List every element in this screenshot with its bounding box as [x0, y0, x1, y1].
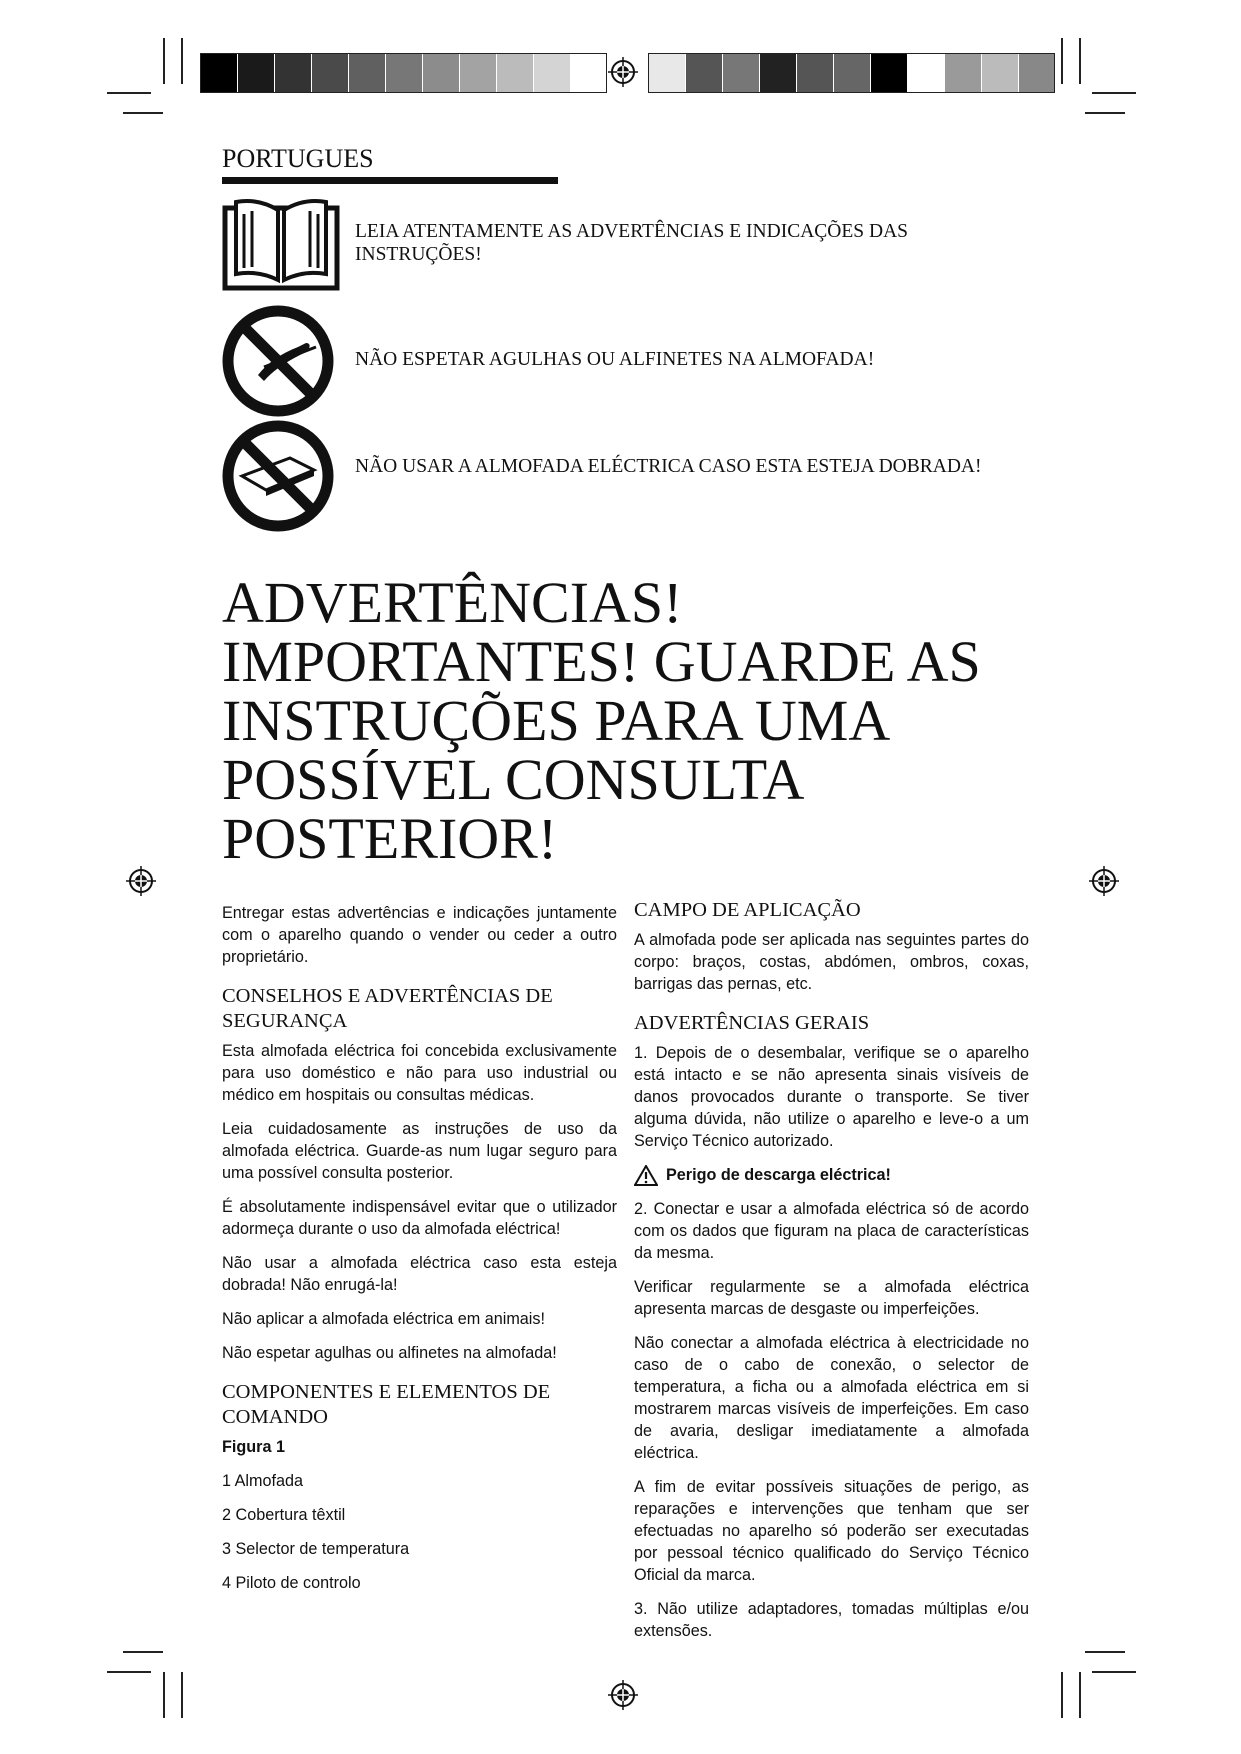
pictogram-text-no-pins: NÃO ESPETAR AGULHAS OU ALFINETES NA ALMOFADA!	[355, 349, 875, 370]
safety-paragraph: Leia cuidadosamente as instruções de uso da almofada eléctrica. Guarde-as num lugar seguro para uma possível consulta posterior.	[222, 1120, 617, 1182]
electric-shock-danger	[634, 1164, 1029, 1186]
general-warnings-heading: ADVERTÊNCIAS GERAIS	[634, 1012, 870, 1034]
component-item: 4 Piloto de controlo	[222, 1574, 361, 1592]
safety-paragraph: Não usar a almofada eléctrica caso esta esteja dobrada! Não enrugá-la!	[222, 1254, 617, 1294]
components-heading: COMPONENTES E ELEMENTOS DE COMANDO	[222, 1381, 551, 1428]
general-warning-2b: Verificar regularmente se a almofada eléctrica apresenta marcas de desgaste ou imperfeições.	[634, 1278, 1029, 1318]
general-warning-2: 2. Conectar e usar a almofada eléctrica só de acordo com os dados que figuram na placa de características da mesma.	[634, 1200, 1029, 1262]
no-folded-pad-icon	[220, 418, 336, 534]
instruction-book-icon	[222, 196, 340, 292]
application-heading: CAMPO DE APLICAÇÃO	[634, 899, 861, 921]
general-warning-1: 1. Depois de o desembalar, verifique se o aparelho está intacto e se não apresenta sinais visíveis de danos provocados durante o transporte. Se tiver alguma dúvida, não utilize o aparelho e leve-o a um Serviço Técnico autorizado.	[634, 1044, 1029, 1150]
danger-label: Perigo de descarga eléctrica!	[666, 1166, 891, 1184]
general-warning-2c: Não conectar a almofada eléctrica à electricidade no caso de o cabo de conexão, o selector de temperatura, a ficha ou a almofada eléctrica em si mostrarem marcas visíveis de imperfeições. Em caso de avaria, desligar imediatamente a almofada eléctrica.	[634, 1334, 1029, 1462]
right-column	[634, 884, 1029, 1654]
safety-paragraph: Esta almofada eléctrica foi concebida exclusivamente para uso doméstico e não para uso industrial ou médico em hospitais ou consultas médicas.	[222, 1042, 617, 1104]
safety-heading: CONSELHOS E ADVERTÊNCIAS DE SEGURANÇA	[222, 985, 553, 1032]
general-warning-2d: A fim de evitar possíveis situações de perigo, as reparações e intervenções que tenham que ser efectuadas no aparelho só poderão ser executadas por pessoal técnico qualificado do Serviço Técnico Oficial da marca.	[634, 1478, 1029, 1584]
color-calibration-bar-right	[648, 53, 1055, 93]
general-warning-3: 3. Não utilize adaptadores, tomadas múltiplas e/ou extensões.	[634, 1600, 1029, 1640]
safety-paragraph: Não aplicar a almofada eléctrica em animais!	[222, 1310, 545, 1328]
left-column	[222, 902, 617, 1606]
heading-rule	[222, 177, 558, 184]
component-item: 3 Selector de temperatura	[222, 1540, 410, 1558]
figure-label: Figura 1	[222, 1438, 285, 1456]
registration-mark-right-icon	[1089, 866, 1119, 896]
registration-mark-top-icon	[608, 57, 638, 87]
safety-paragraph: Não espetar agulhas ou alfinetes na almofada!	[222, 1344, 557, 1362]
pictogram-text-no-folded: NÃO USAR A ALMOFADA ELÉCTRICA CASO ESTA ESTEJA DOBRADA!	[355, 456, 982, 477]
pictogram-text-read-instructions: LEIA ATENTAMENTE AS ADVERTÊNCIAS E INDICAÇÕES DAS INSTRUÇÕES!	[355, 221, 909, 265]
registration-mark-left-icon	[126, 866, 156, 896]
language-heading: PORTUGUES	[222, 144, 374, 173]
main-warning-title: ADVERTÊNCIAS! IMPORTANTES! GUARDE AS INSTRUÇÕES PARA UMA POSSÍVEL CONSULTA POSTERIOR!	[222, 570, 981, 871]
application-paragraph: A almofada pode ser aplicada nas seguintes partes do corpo: braços, costas, abdómen, ombros, coxas, barrigas das pernas, etc.	[634, 931, 1029, 993]
safety-paragraph: É absolutamente indispensável evitar que o utilizador adormeça durante o uso da almofada eléctrica!	[222, 1198, 617, 1238]
no-pins-icon	[220, 303, 336, 419]
registration-mark-bottom-icon	[608, 1680, 638, 1710]
color-calibration-bar-left	[200, 53, 607, 93]
warning-triangle-icon	[634, 1165, 658, 1186]
component-item: 1 Almofada	[222, 1472, 303, 1490]
component-item: 2 Cobertura têxtil	[222, 1506, 346, 1524]
intro-paragraph: Entregar estas advertências e indicações juntamente com o aparelho quando o vender ou ceder a outro proprietário.	[222, 904, 617, 966]
